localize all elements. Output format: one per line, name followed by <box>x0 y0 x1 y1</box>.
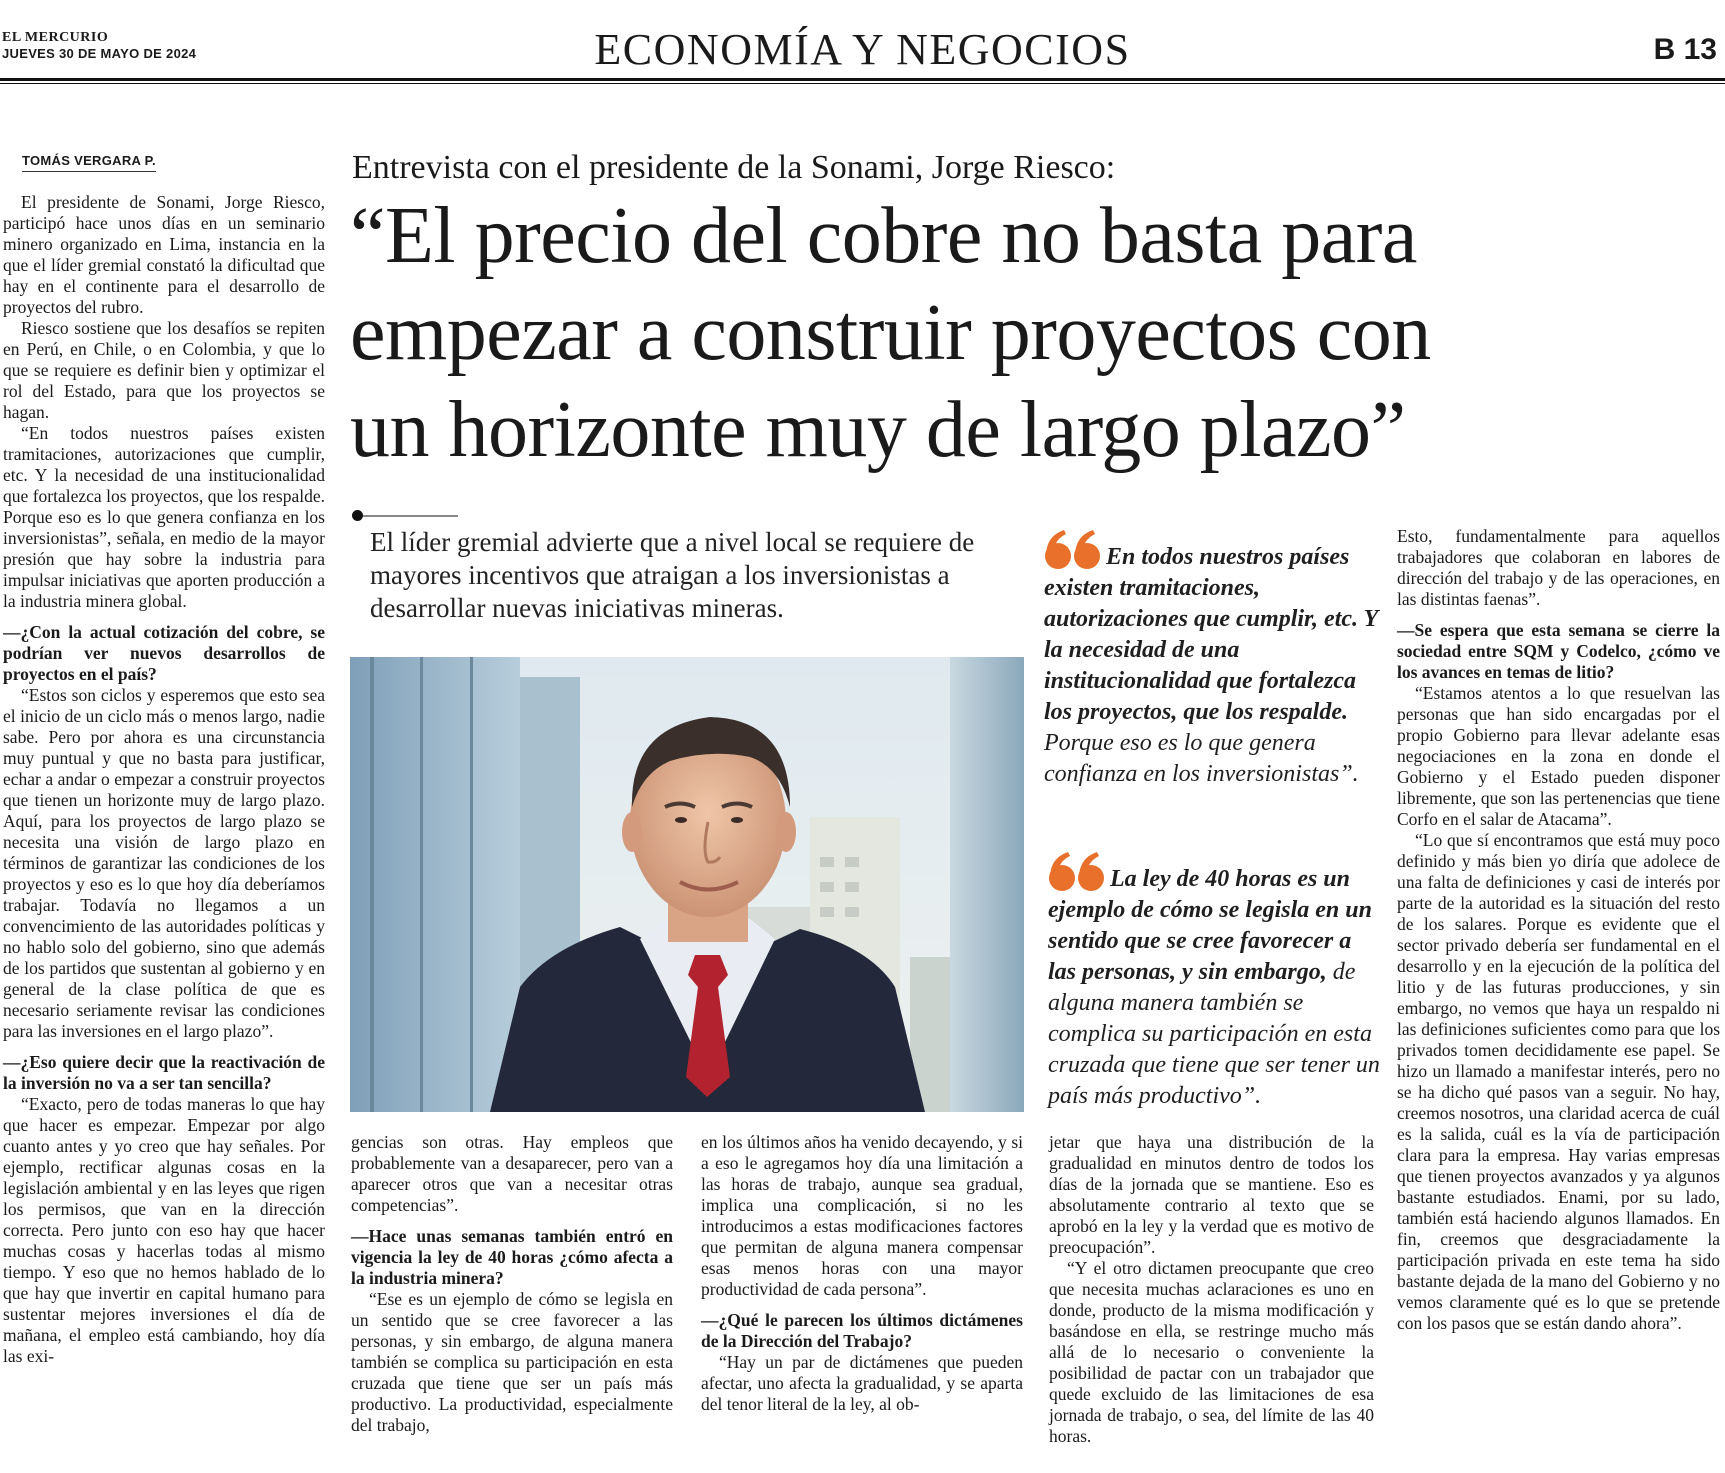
pull-quote-bold: En todos nuestros países existen tramitaciones, autorizaciones que cumplir, etc. Y la necesidad de una institucionalidad que fortalezca los proyectos, que los respalde. <box>1044 544 1378 725</box>
paragraph: Esto, fundamentalmente para aquellos trabajadores que colaboran en labores de dirección del trabajo y de las operaciones, en las distintas faenas”. <box>1397 526 1720 609</box>
article-headline <box>350 188 1720 479</box>
paragraph: jetar que haya una distribución de la gradualidad en minutos dentro de todos los días de la jornada que se mantiene. Eso es absolutamente contrario al texto que se aprobó en la ley y la verdad que es motivo de preocupación”. <box>1049 1132 1374 1257</box>
article-deck: El líder gremial advierte que a nivel local se requiere de mayores incentivos que atraigan a los inversionistas a desarrollar nuevas iniciativas mineras. <box>370 527 975 623</box>
headline-line-1: “El precio del cobre no basta para <box>350 192 1417 280</box>
interview-question: —Se espera que esta semana se cierre la sociedad entre SQM y Codelco, ¿cómo ve los avances en temas de litio? <box>1397 620 1720 682</box>
body-column-2 <box>351 1132 673 1436</box>
quote-mark-icon <box>1044 530 1102 570</box>
header-rule-thin <box>0 83 1725 84</box>
header-rule <box>0 78 1725 81</box>
article-kicker: Entrevista con el presidente de la Sonami, Jorge Riesco: <box>352 149 1116 186</box>
issue-date: JUEVES 30 DE MAYO DE 2024 <box>2 46 197 61</box>
deck-bullet <box>352 510 363 521</box>
paragraph: “Y el otro dictamen preocupante que creo que necesita muchas aclaraciones es uno en donde, producto de la misma modificación y basándose en ella, se restringe mucho más allá de lo necesario o conveniente la posibilidad de pactar con un trabajador que quede excluido de las limitaciones de esa jornada de trabajo, o sea, del límite de las 40 horas. <box>1049 1258 1374 1446</box>
headline-line-3: un horizonte muy de largo plazo” <box>350 386 1406 474</box>
paragraph: “Ese es un ejemplo de cómo se legisla en un sentido que se cree favorecer a las personas, y sin embargo, de alguna manera también se complica su participación en esta cruzada que tiene que ser un país más productivo. La productividad, especialmente del trabajo, <box>351 1289 673 1435</box>
page-number: B 13 <box>1653 33 1717 66</box>
body-column-5 <box>1397 526 1720 1334</box>
paragraph: en los últimos años ha venido decayendo, y si a eso le agregamos hoy día una limitación a las horas de trabajo, aunque sea gradual, implica una complicación, si no les introducimos a estas modificaciones factores que permitan de alguna manera compensar esas menos horas con una mayor productividad de cada persona”. <box>701 1132 1023 1299</box>
body-column-1 <box>3 192 325 1367</box>
paragraph: “En todos nuestros países existen tramitaciones, autorizaciones que cumplir, etc. Y la necesidad de una institucionalidad que fortalezca los proyectos, que los respalde. Porque eso es lo que genera confianza en los inversionistas”, señala, en medio de la mayor presión que hay sobre la industria para impulsar iniciativas que aporten producción a la industria minera global. <box>3 423 325 611</box>
pull-quote-2 <box>1048 852 1383 1112</box>
paragraph: El presidente de Sonami, Jorge Riesco, participó hace unos días en un seminario minero organizado en Lima, instancia en la que el líder gremial constató la dificultad que hay en el continente para el desarrollo de proyectos del rubro. <box>3 192 325 317</box>
pull-quote-rest: Porque eso es lo que genera confianza en los inversionistas”. <box>1044 730 1359 787</box>
paragraph: Riesco sostiene que los desafíos se repiten en Perú, en Chile, o en Colombia, y que lo que se requiere es definir bien y optimizar el rol del Estado, para que los proyectos se hagan. <box>3 318 325 422</box>
paragraph: “Lo que sí encontramos que está muy poco definido y más bien yo diría que adolece de una falta de definiciones y casi de interés por parte de la autoridad es la situación del resto de los salares. Porque es evidente que el sector privado debería ser fundamental en el desarrollo y en la ejecución de la política del litio y de las futuras producciones, y sin embargo, no vemos que haya un respaldo ni las definiciones suficientes como para que los privados tomen decididamente ese papel. Se hizo un llamado a manifestar interés, pero no se ha dicho qué pasos van a seguir. No hay, creemos nosotros, una claridad acerca de cuál es la salida, cuál es la vía de participación clara para la empresa. Hay varias empresas que tienen proyectos avanzados y ya algunos bastante estudiados. Enami, por su lado, también está haciendo algunos llamados. En fin, creemos que desgraciadamente la participación privada en este tema ha sido bastante dejada de la mano del Gobierno y no vemos claramente qué es lo que se pretende con los pasos que se están dando ahora”. <box>1397 830 1720 1333</box>
pull-quote-rest: de alguna manera también se complica su participación en esta cruzada que tiene que ser tener un país más productivo”. <box>1048 959 1380 1109</box>
deck-rule <box>363 515 458 517</box>
paragraph: “Hay un par de dictámenes que pueden afectar, uno afecta la gradualidad, y se aparta del tenor literal de la ley, al ob- <box>701 1352 1023 1414</box>
interview-question: —¿Eso quiere decir que la reactivación de la inversión no va a ser tan sencilla? <box>3 1052 325 1093</box>
portrait-photo <box>350 657 1024 1112</box>
pull-quote-bold: La ley de 40 horas es un ejemplo de cómo se legisla en un sentido que se cree favorecer a las personas, y sin embargo, <box>1048 866 1372 985</box>
interview-question: —Hace unas semanas también entró en vigencia la ley de 40 horas ¿cómo afecta a la industria minera? <box>351 1226 673 1288</box>
paragraph: “Estos son ciclos y esperemos que esto sea el inicio de un ciclo más o menos largo, nadie sabe. Pero por ahora es una circunstancia muy puntual y que no basta para justificar, echar a andar o empezar a construir proyectos que tienen un horizonte muy de largo plazo. Aquí, para los proyectos de largo plazo se necesita una visión de largo plazo en términos de garantizar las condiciones de los proyectos y eso es lo que hoy día deberíamos trabajar. Todavía no llegamos a un convencimiento de las autoridades políticas y no hablo solo del gobierno, sino que además de los partidos que sustentan al gobierno y en general de la clase política de que es necesario seriamente revisar las condiciones para las inversiones en el largo plazo”. <box>3 685 325 1041</box>
interview-question: —¿Qué le parecen los últimos dictámenes de la Dirección del Trabajo? <box>701 1310 1023 1351</box>
headline-line-2: empezar a construir proyectos con <box>350 289 1431 377</box>
quote-mark-icon <box>1048 852 1106 892</box>
body-column-3 <box>701 1132 1023 1415</box>
paragraph: gencias son otras. Hay empleos que probablemente van a desaparecer, pero van a aparecer otros que van a necesitar otras competencias”. <box>351 1132 673 1215</box>
pull-quote-1 <box>1044 530 1379 790</box>
byline: TOMÁS VERGARA P. <box>22 152 156 172</box>
newspaper-brand: EL MERCURIO <box>2 30 109 45</box>
paragraph: “Exacto, pero de todas maneras lo que hay que hacer es empezar. Empezar por algo cuanto antes y yo creo que hay señales. Por ejemplo, rectificar algunas cosas en la legislación ambiental y en las leyes que rigen los permisos, que van en la dirección correcta. Pero junto con eso hay que hacer muchas cosas y hacerlas todas al mismo tiempo. Y eso que no hemos hablado de lo que hay que invertir en capital humano para sustentar mejores inversiones el día de mañana, el empleo está cambiando, hoy día las exi- <box>3 1094 325 1366</box>
section-title: ECONOMÍA Y NEGOCIOS <box>594 25 1131 74</box>
body-column-4 <box>1049 1132 1374 1447</box>
interview-question: —¿Con la actual cotización del cobre, se podrían ver nuevos desarrollos de proyectos en el país? <box>3 622 325 684</box>
paragraph: “Estamos atentos a lo que resuelvan las personas que han sido encargadas por el propio Gobierno para llevar adelante esas negociaciones en la zona en donde el Gobierno y el Estado pueden disponer libremente, que son las pertenencias que tiene Corfo en el salar de Atacama”. <box>1397 683 1720 829</box>
